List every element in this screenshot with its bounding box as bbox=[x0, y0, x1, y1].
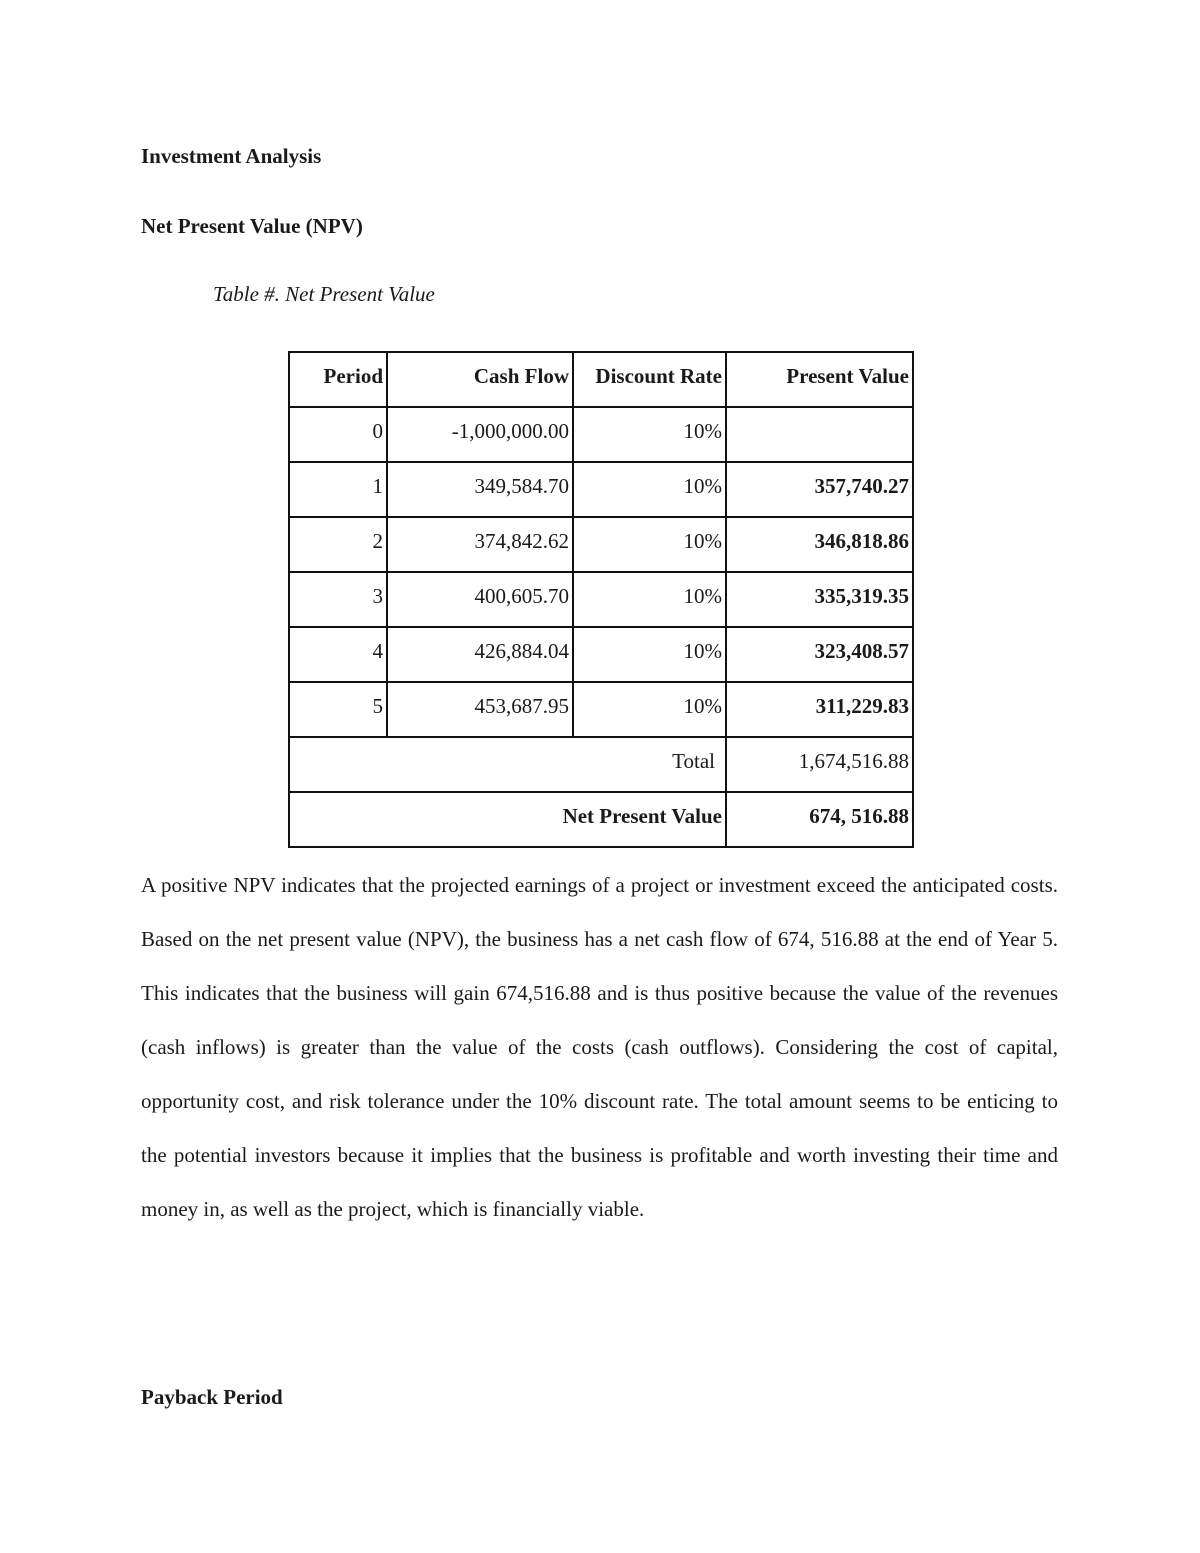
discount-rate-cell: 10% bbox=[573, 462, 726, 517]
table-header-row bbox=[289, 352, 913, 407]
table-row bbox=[289, 682, 913, 737]
present-value-cell: 346,818.86 bbox=[726, 517, 913, 572]
present-value-cell: 357,740.27 bbox=[726, 462, 913, 517]
discount-rate-cell: 10% bbox=[573, 627, 726, 682]
period-cell: 2 bbox=[289, 517, 387, 572]
table-row bbox=[289, 517, 913, 572]
discount-rate-cell: 10% bbox=[573, 682, 726, 737]
npv-value: 674, 516.88 bbox=[726, 792, 913, 847]
period-cell: 1 bbox=[289, 462, 387, 517]
next-section-title: Payback Period bbox=[141, 1385, 283, 1409]
npv-label: Net Present Value bbox=[289, 792, 726, 847]
period-cell: 5 bbox=[289, 682, 387, 737]
discount-rate-cell: 10% bbox=[573, 517, 726, 572]
cash-flow-cell: 374,842.62 bbox=[387, 517, 573, 572]
cash-flow-cell: 426,884.04 bbox=[387, 627, 573, 682]
period-cell: 3 bbox=[289, 572, 387, 627]
present-value-cell: 335,319.35 bbox=[726, 572, 913, 627]
period-cell: 4 bbox=[289, 627, 387, 682]
column-header-present-value: Present Value bbox=[726, 352, 913, 407]
cash-flow-cell: -1,000,000.00 bbox=[387, 407, 573, 462]
column-header-period: Period bbox=[289, 352, 387, 407]
total-value: 1,674,516.88 bbox=[726, 737, 913, 792]
present-value-cell: 311,229.83 bbox=[726, 682, 913, 737]
subsection-title: Net Present Value (NPV) bbox=[141, 214, 363, 238]
column-header-cash-flow: Cash Flow bbox=[387, 352, 573, 407]
table-row bbox=[289, 462, 913, 517]
discount-rate-cell: 10% bbox=[573, 407, 726, 462]
present-value-cell: 323,408.57 bbox=[726, 627, 913, 682]
npv-row bbox=[289, 792, 913, 847]
table-row bbox=[289, 572, 913, 627]
section-title: Investment Analysis bbox=[141, 144, 322, 168]
discount-rate-cell: 10% bbox=[573, 572, 726, 627]
column-header-discount-rate: Discount Rate bbox=[573, 352, 726, 407]
npv-table bbox=[288, 351, 914, 848]
table-caption: Table #. Net Present Value bbox=[213, 282, 435, 306]
cash-flow-cell: 453,687.95 bbox=[387, 682, 573, 737]
total-row bbox=[289, 737, 913, 792]
table-row bbox=[289, 627, 913, 682]
cash-flow-cell: 400,605.70 bbox=[387, 572, 573, 627]
period-cell: 0 bbox=[289, 407, 387, 462]
table-row bbox=[289, 407, 913, 462]
total-label: Total bbox=[289, 737, 726, 792]
cash-flow-cell: 349,584.70 bbox=[387, 462, 573, 517]
analysis-paragraph: A positive NPV indicates that the projected earnings of a project or investment exceed the anticipated costs. Based on the net present value (NPV), the business has a net cash flow of 674, 516.88 at the end of Year 5. This indicates that the business will gain 674,516.88 and is thus positive because the value of the revenues (cash inflows) is greater than the value of the costs (cash outflows). Considering the cost of capital, opportunity cost, and risk tolerance under the 10% discount rate. The total amount seems to be enticing to the potential investors because it implies that the business is profitable and worth investing their time and money in, as well as the project, which is financially viable. bbox=[141, 873, 1058, 1221]
present-value-cell bbox=[726, 407, 913, 462]
